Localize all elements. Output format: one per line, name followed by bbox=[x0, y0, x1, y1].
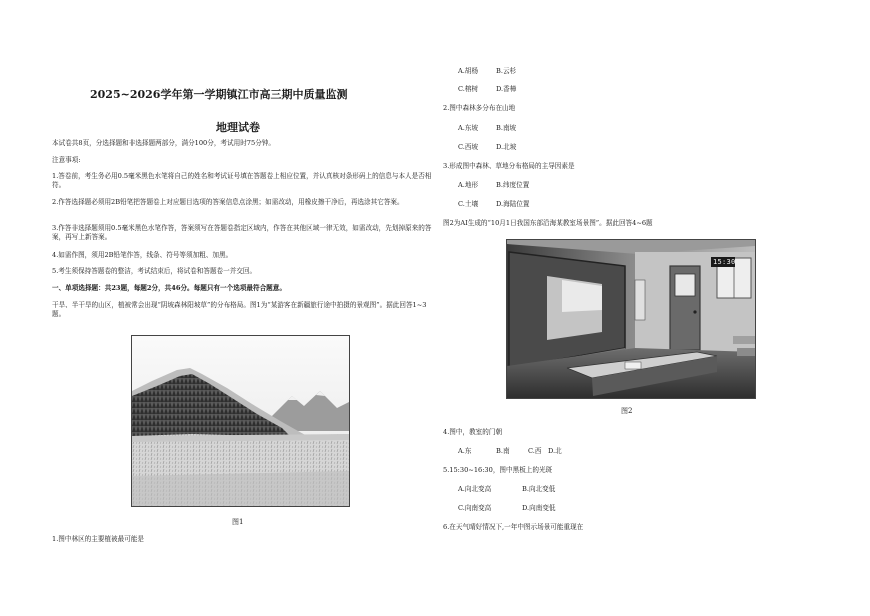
passage-1: 干旱、半干旱的山区，植被常会出现“阴坡森林阳坡草”的分布格局。图1为“某游客在新疆旅行途中拍摄的景观图”。据此回答1~3题。 bbox=[52, 301, 427, 318]
question-2: 2.图中森林多分布在山地 bbox=[443, 104, 516, 112]
section-heading: 一、单项选择题：共23题，每题2分，共46分。每题只有一个选项最符合题意。 bbox=[52, 284, 286, 292]
question-1: 1.图中林区的主要植被最可能是 bbox=[52, 535, 145, 543]
figure-1-caption: 图1 bbox=[232, 518, 244, 526]
q4-option-c: C.西 bbox=[528, 447, 542, 455]
question-6: 6.在天气晴好情况下,一年中图示场景可能重现在 bbox=[443, 523, 584, 531]
question-3: 3.形成图中森林、草地分布格局的主导因素是 bbox=[443, 162, 575, 170]
exam-title: 2025~2026学年第一学期镇江市高三期中质量监测 bbox=[90, 88, 348, 101]
exam-subtitle: 地理试卷 bbox=[216, 121, 260, 134]
figure-2-caption: 图2 bbox=[621, 407, 633, 415]
q3-option-d: D.海陆位置 bbox=[496, 200, 530, 208]
notice-5: 5.考生须保持答题卷的整洁，考试结束后，将试卷和答题卷一并交回。 bbox=[52, 267, 257, 275]
q2-option-d: D.北坡 bbox=[496, 143, 517, 151]
q2-option-c: C.西坡 bbox=[458, 143, 479, 151]
intro-text: 本试卷共8页，分选择题和非选择题两部分，满分100分，考试用时75分钟。 bbox=[52, 139, 275, 147]
passage-2: 图2为AI生成的“10月1日我国东部沿海某教室场景图”。据此回答4~6题 bbox=[443, 219, 653, 227]
q4-option-d: D.北 bbox=[548, 447, 562, 455]
figure-2-classroom-photo bbox=[506, 239, 756, 399]
question-4: 4.图中，教室的门朝 bbox=[443, 428, 503, 436]
q4-option-a: A.东 bbox=[458, 447, 472, 455]
q1-option-b: B.云杉 bbox=[496, 67, 517, 75]
q5-option-c: C.向南变高 bbox=[458, 504, 492, 512]
q5-option-b: B.向北变低 bbox=[522, 485, 556, 493]
q5-option-a: A.向北变高 bbox=[458, 485, 492, 493]
q2-option-a: A.东坡 bbox=[458, 124, 479, 132]
q2-option-b: B.南坡 bbox=[496, 124, 517, 132]
q1-option-d: D.香樟 bbox=[496, 85, 517, 93]
q3-option-a: A.地形 bbox=[458, 181, 479, 189]
q1-option-a: A.胡杨 bbox=[458, 67, 479, 75]
question-5: 5.15:30~16:30，图中黑板上的光斑 bbox=[443, 466, 553, 474]
notice-2: 2.作答选择题必须用2B铅笔把答题卷上对应题目选项的答案信息点涂黑；如需改动，用橡皮擦干净后，再选涂其它答案。 bbox=[52, 198, 404, 206]
clock-display: 15:30 bbox=[713, 258, 736, 266]
q5-option-d: D.向南变低 bbox=[522, 504, 556, 512]
notice-title: 注意事项: bbox=[52, 156, 81, 164]
notice-3: 3.作答非选择题须用0.5毫米黑色水笔作答，答案须写在答题卷指定区域内，作答在其他区域一律无效，如需改动，先划掉原来的答案，再写上新答案。 bbox=[52, 224, 432, 241]
q3-option-b: B.纬度位置 bbox=[496, 181, 530, 189]
q3-option-c: C.土壤 bbox=[458, 200, 479, 208]
figure-1-landscape-photo bbox=[131, 335, 350, 507]
notice-4: 4.如需作图，须用2B铅笔作答，线条、符号等须加粗、加黑。 bbox=[52, 251, 233, 259]
q4-option-b: B.南 bbox=[496, 447, 510, 455]
notice-1: 1.答卷前，考生务必用0.5毫米黑色水笔将自己的姓名和考试证号填在答题卷上相应位置，并认真核对条形码上的信息与本人是否相符。 bbox=[52, 172, 432, 189]
q1-option-c: C.榕树 bbox=[458, 85, 479, 93]
